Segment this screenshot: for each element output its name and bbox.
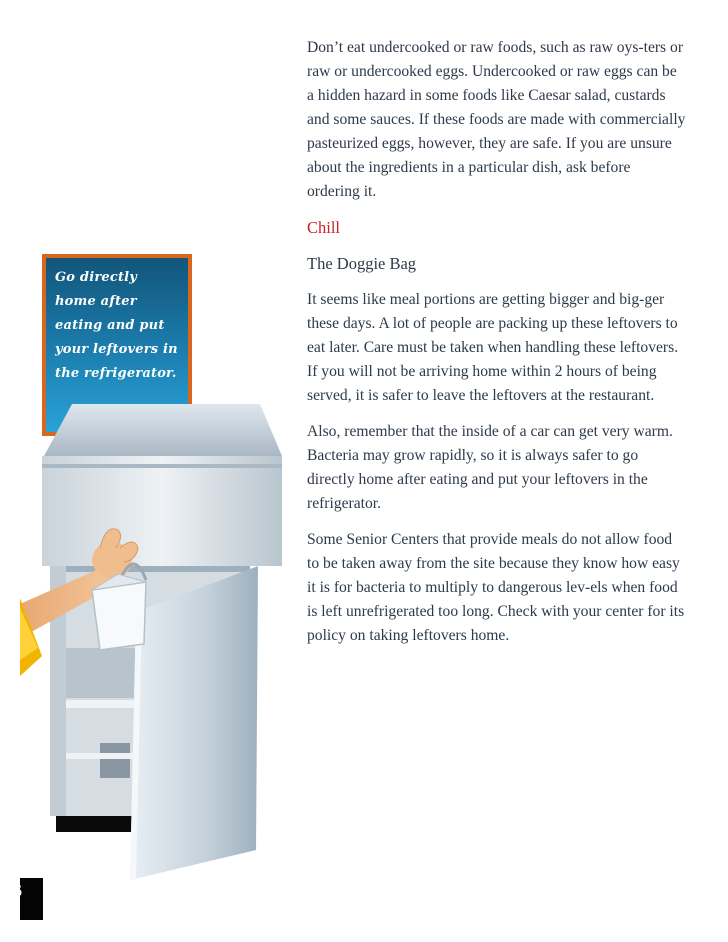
refrigerator-with-leftover-box-icon <box>20 398 290 888</box>
page-number-tab <box>20 878 43 920</box>
paragraph-portions: It seems like meal portions are getting bigger and big-ger these days. A lot of people are packing up these leftovers to eat later. Care must be taken when handling these leftovers. If you will not be arriving home within 2 hours of being served, it is safer to leave the leftovers at the restaurant. <box>307 291 679 404</box>
callout-text: Go directly home after eating and put your leftovers in the refrigerator. <box>55 270 178 381</box>
section-heading-chill: Chill <box>307 218 341 237</box>
paragraph-raw-foods: Don’t eat undercooked or raw foods, such as raw oys-ters or raw or undercooked eggs. Undercooked or raw eggs can be a hidden hazard in some foods like Caesar salad, custards and some sauces. If these foods are made with commercially pasteurized eggs, however, they are safe. If you are unsure about the ingredients in a particular dish, ask before ordering it. <box>307 39 686 200</box>
subheading-doggie-bag: The Doggie Bag <box>307 254 417 273</box>
paragraph-senior-centers: Some Senior Centers that provide meals do not allow food to be taken away from the site because they know how easy it is for bacteria to multiply to dangerous lev-els when food is left unrefrigerated too long. Check with your center for its policy on taking leftovers home. <box>307 531 685 644</box>
page-number: 6 <box>14 883 22 900</box>
article-text-column <box>307 36 687 660</box>
paragraph-car-warm: Also, remember that the inside of a car can get very warm. Bacteria may grow rapidly, so it is always safer to go directly home after eating and put your leftovers in the refrigerator. <box>307 423 673 512</box>
